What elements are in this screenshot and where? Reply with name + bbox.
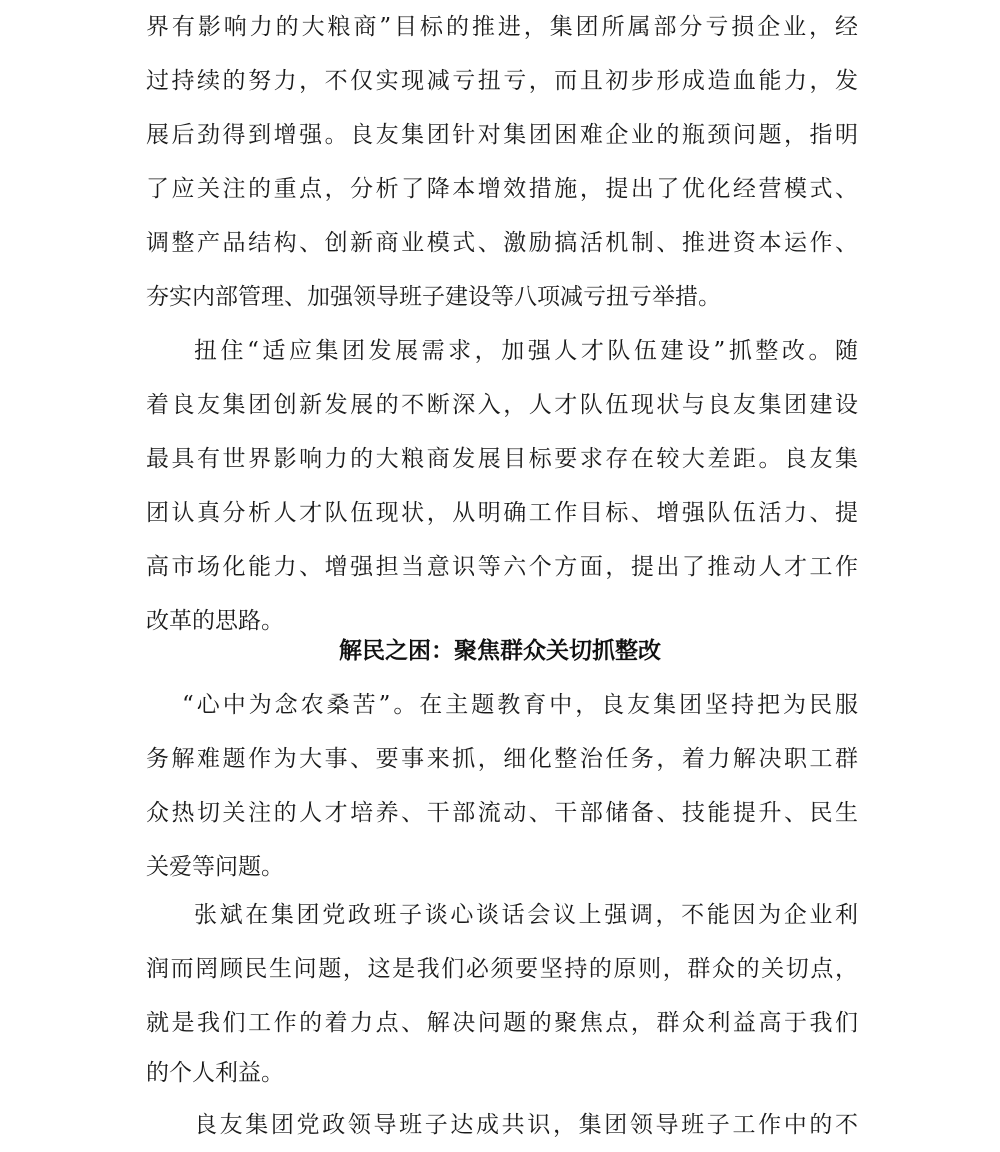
text-line: 高市场化能力、增强担当意识等六个方面，提出了推动人才工作	[146, 554, 858, 580]
text-line: 界有影响力的大粮商”目标的推进，集团所属部分亏损企业，经	[146, 14, 858, 40]
text-line: 调整产品结构、创新商业模式、激励搞活机制、推进资本运作、	[146, 230, 858, 256]
text-line: 张斌在集团党政班子谈心谈话会议上强调，不能因为企业利	[194, 902, 858, 928]
text-line: 的个人利益。	[146, 1060, 284, 1086]
text-line: 最具有世界影响力的大粮商发展目标要求存在较大差距。良友集	[146, 446, 858, 472]
text-line: 良友集团党政领导班子达成共识，集团领导班子工作中的不	[194, 1112, 858, 1138]
text-line: “心中为念农桑苦”。在主题教育中，良友集团坚持把为民服	[182, 692, 858, 718]
text-line: 众热切关注的人才培养、干部流动、干部储备、技能提升、民生	[146, 800, 858, 826]
text-line: 扭住“适应集团发展需求，加强人才队伍建设”抓整改。随	[194, 338, 858, 364]
text-line: 润而罔顾民生问题，这是我们必须要坚持的原则，群众的关切点，	[146, 956, 858, 982]
text-line: 改革的思路。	[146, 608, 284, 634]
text-line: 关爱等问题。	[146, 854, 284, 880]
text-line: 着良友集团创新发展的不断深入，人才队伍现状与良友集团建设	[146, 392, 858, 418]
text-line: 团认真分析人才队伍现状，从明确工作目标、增强队伍活力、提	[146, 500, 858, 526]
text-line: 了应关注的重点，分析了降本增效措施，提出了优化经营模式、	[146, 176, 858, 202]
text-line: 展后劲得到增强。良友集团针对集团困难企业的瓶颈问题，指明	[146, 122, 858, 148]
text-line: 就是我们工作的着力点、解决问题的聚焦点，群众利益高于我们	[146, 1010, 858, 1036]
section-heading: 解民之困：聚焦群众关切抓整改	[339, 637, 661, 664]
text-line: 夯实内部管理、加强领导班子建设等八项减亏扭亏举措。	[146, 284, 721, 310]
text-line: 过持续的努力，不仅实现减亏扭亏，而且初步形成造血能力，发	[146, 68, 858, 94]
text-line: 务解难题作为大事、要事来抓，细化整治任务，着力解决职工群	[146, 746, 858, 772]
